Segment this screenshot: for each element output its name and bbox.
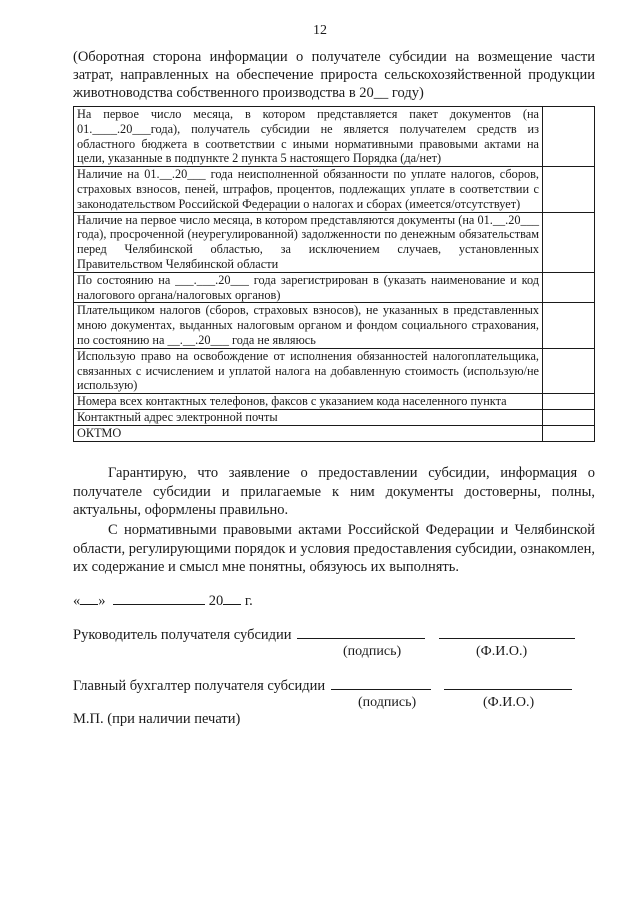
year-prefix: 20 — [208, 593, 224, 609]
recipient-info-table — [73, 106, 595, 442]
row-label: По состоянию на ___.___.20___ года зарегистрирован в (указать наименование и код налогового органа/налоговых органов) — [74, 272, 543, 303]
row-value-cell[interactable] — [543, 107, 595, 167]
accountant-sign-caption: (подпись) — [358, 695, 417, 710]
row-label: Использую право на освобождение от исполнения обязанностей налогоплательщика, связанных с исчислением и уплатой налога на добавленную стоимость (использую/не использую) — [74, 348, 543, 393]
row-label: Наличие на 01.__.20___ года неисполненной обязанности по уплате налогов, сборов, страховых взносов, пеней, штрафов, процентов, подлежащих уплате в соответствии с законодательством Российской Федерации о налогах и сборах (имеется/отсутствует) — [74, 167, 543, 212]
table-row — [74, 107, 595, 167]
table-row — [74, 212, 595, 272]
day-field[interactable] — [80, 592, 98, 605]
row-label: Наличие на первое число месяца, в котором представляются документы (на 01.__.20___ года), просроченной (неурегулированной) задолженности по денежным обязательствам перед Челябинской областью, за исключением случаев, установленных Правительством Челябинской области — [74, 212, 543, 272]
close-quote: » — [98, 593, 106, 609]
page-number: 12 — [313, 23, 327, 38]
table-row — [74, 303, 595, 348]
row-value-cell[interactable] — [543, 348, 595, 393]
row-value-cell[interactable] — [543, 272, 595, 303]
year-suffix: г. — [244, 593, 253, 609]
table-row — [74, 425, 595, 441]
row-label: Контактный адрес электронной почты — [74, 409, 543, 425]
accountant-signature-label: Главный бухгалтер получателя субсидии — [73, 678, 326, 694]
table-row — [74, 348, 595, 393]
row-value-cell[interactable] — [543, 409, 595, 425]
table-row — [74, 394, 595, 410]
head-name-field[interactable] — [439, 626, 575, 639]
head-signature-field[interactable] — [297, 626, 425, 639]
stamp-note: М.П. (при наличии печати) — [73, 711, 241, 727]
row-value-cell[interactable] — [543, 167, 595, 212]
row-label: Плательщиком налогов (сборов, страховых взносов), не указанных в представленных мною документах, выданных налоговым органом и фондом социального страхования, по состоянию на __.__.20___ года не являюсь — [74, 303, 543, 348]
head-sign-caption: (подпись) — [343, 644, 402, 659]
accountant-name-field[interactable] — [444, 677, 572, 690]
form-heading: (Оборотная сторона информации о получателе субсидии на возмещение части затрат, направленных на обеспечение прироста сельскохозяйственной продукции животноводства собственного производства в 20__ году) — [73, 49, 595, 101]
accountant-signature-line — [73, 677, 572, 695]
accountant-name-caption: (Ф.И.О.) — [483, 695, 535, 710]
month-field[interactable] — [113, 592, 205, 605]
open-quote: « — [73, 593, 81, 609]
row-label: ОКТМО — [74, 425, 543, 441]
guarantee-paragraph: Гарантирую, что заявление о предоставлении субсидии, информация о получателе субсидии и прилагаемые к ним документы достоверны, полны, актуальны, оформлены правильно. — [73, 465, 595, 518]
head-signature-label: Руководитель получателя субсидии — [73, 627, 292, 643]
row-value-cell[interactable] — [543, 425, 595, 441]
head-name-caption: (Ф.И.О.) — [476, 644, 528, 659]
table-row — [74, 409, 595, 425]
head-signature-line — [73, 626, 575, 644]
date-line — [73, 592, 253, 610]
accountant-signature-field[interactable] — [331, 677, 431, 690]
row-value-cell[interactable] — [543, 303, 595, 348]
row-label: На первое число месяца, в котором представляется пакет документов (на 01.____.20___года), получатель субсидии не является получателем средств из областного бюджета в соответствии с иными нормативными правовыми актами на цели, указанные в подпункте 2 пункта 5 настоящего Порядка (да/нет) — [74, 107, 543, 167]
row-label: Номера всех контактных телефонов, факсов с указанием кода населенного пункта — [74, 394, 543, 410]
table-row — [74, 272, 595, 303]
table-row — [74, 167, 595, 212]
row-value-cell[interactable] — [543, 394, 595, 410]
acquaintance-paragraph: С нормативными правовыми актами Российской Федерации и Челябинской области, регулирующими порядок и условия предоставления субсидии, ознакомлен, их содержание и смысл мне понятны, обязуюсь их выполнять. — [73, 522, 595, 575]
row-value-cell[interactable] — [543, 212, 595, 272]
year-field[interactable] — [223, 592, 241, 605]
